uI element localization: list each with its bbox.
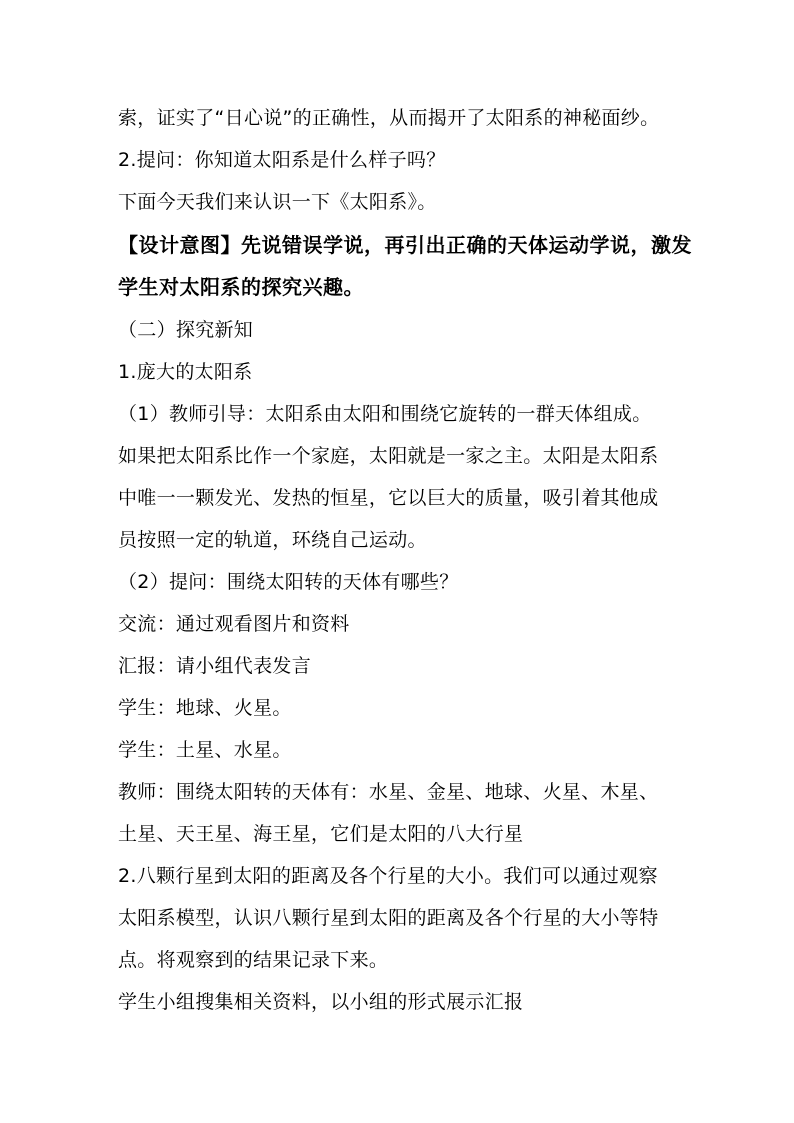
- text-line: 如果把太阳系比作一个家庭，太阳就是一家之主。太阳是太阳系: [118, 445, 659, 467]
- text-line: 学生：土星、水星。: [118, 739, 292, 761]
- section-heading: （二）探究新知: [118, 319, 254, 341]
- text-line: 太阳系模型，认识八颗行星到太阳的距离及各个行星的大小等特: [118, 907, 659, 929]
- text-line: 中唯一一颗发光、发热的恒星，它以巨大的质量，吸引着其他成: [118, 487, 659, 509]
- text-line: （1）教师引导：太阳系由太阳和围绕它旋转的一群天体组成。: [118, 403, 652, 425]
- text-line: 2.八颗行星到太阳的距离及各个行星的大小。我们可以通过观察: [118, 865, 658, 887]
- subsection-heading: 1.庞大的太阳系: [118, 361, 253, 383]
- text-line: 学生：地球、火星。: [118, 697, 292, 719]
- text-line: （2）提问：围绕太阳转的天体有哪些？: [118, 571, 459, 593]
- text-line: 下面今天我们来认识一下《太阳系》。: [118, 191, 437, 213]
- text-line: 点。将观察到的结果记录下来。: [118, 949, 389, 971]
- text-line: 索，证实了“日心说”的正确性，从而揭开了太阳系的神秘面纱。: [118, 107, 660, 129]
- text-line: 土星、天王星、海王星，它们是太阳的八大行星: [118, 823, 524, 845]
- design-intent-heading: 【设计意图】先说错误学说，再引出正确的天体运动学说，激发: [118, 233, 692, 257]
- text-line: 汇报：请小组代表发言: [118, 655, 312, 677]
- text-line: 2.提问：你知道太阳系是什么样子吗？: [118, 149, 446, 171]
- design-intent-text: 学生对太阳系的探究兴趣。: [118, 275, 364, 299]
- text-line: 教师：围绕太阳转的天体有：水星、金星、地球、火星、木星、: [118, 781, 659, 803]
- text-line: 学生小组搜集相关资料，以小组的形式展示汇报: [118, 991, 524, 1013]
- text-line: 员按照一定的轨道，环绕自己运动。: [118, 529, 427, 551]
- text-line: 交流：通过观看图片和资料: [118, 613, 350, 635]
